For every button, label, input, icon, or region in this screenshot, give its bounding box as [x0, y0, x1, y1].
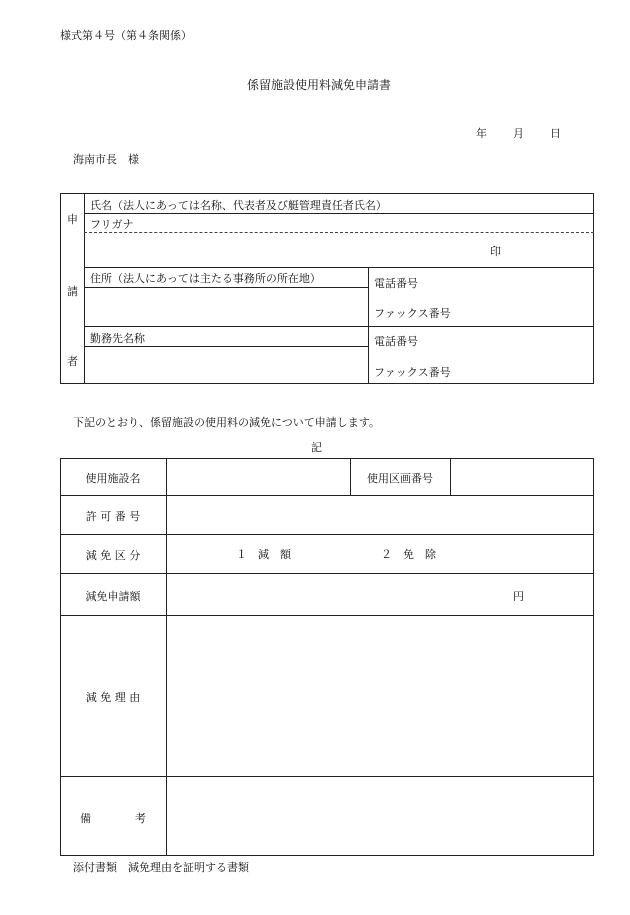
- reason-input[interactable]: [168, 617, 592, 774]
- name-label: 氏名（法人にあっては名称、代表者及び艇管理責任者氏名）: [90, 199, 387, 212]
- facility-input[interactable]: [168, 460, 348, 493]
- row-divider-1: [60, 495, 594, 496]
- furigana-dashed-line: [84, 232, 594, 233]
- fax-label-1: ファックス番号: [374, 307, 451, 320]
- facility-label: 使用施設名: [85, 472, 141, 485]
- address-label: 住所（法人にあっては主たる事務所の所在地）: [90, 272, 321, 285]
- addressee: 海南市長 様: [73, 153, 139, 166]
- date-month: 月: [513, 127, 524, 140]
- row-divider-5: [60, 776, 594, 777]
- row-divider-2: [60, 534, 594, 535]
- workplace-input-area[interactable]: [86, 348, 366, 382]
- reason-label: 減 免 理 由: [85, 691, 141, 704]
- option-reduction[interactable]: １ 減 額: [236, 548, 291, 561]
- intro-text: 下記のとおり、係留施設の使用料の減免について申請します。: [73, 416, 380, 429]
- remarks-label: 備 考: [80, 812, 146, 825]
- applicant-side-label-1: 申: [67, 213, 78, 226]
- phone-label-2: 電話番号: [374, 335, 418, 348]
- option-exemption[interactable]: ２ 免 除: [381, 548, 436, 561]
- form-title: 係留施設使用料減免申請書: [247, 78, 392, 92]
- applicant-side-divider: [84, 193, 85, 384]
- workplace-divider: [84, 346, 368, 347]
- section-label: 使用区画番号: [367, 472, 433, 485]
- row-divider-4: [60, 615, 594, 616]
- applicant-side-label-3: 者: [67, 355, 78, 368]
- seal-mark: 印: [490, 245, 501, 258]
- permit-input[interactable]: [168, 497, 592, 532]
- permit-label: 許 可 番 号: [85, 510, 141, 523]
- name-block-bottom: [84, 267, 594, 268]
- details-label-divider: [166, 458, 167, 856]
- row-divider-3: [60, 573, 594, 574]
- address-block-bottom: [84, 326, 594, 327]
- section-value-divider: [450, 458, 451, 495]
- amount-input[interactable]: [168, 575, 498, 613]
- date-year: 年: [476, 127, 487, 140]
- category-label: 減 免 区 分: [85, 549, 141, 562]
- name-input-area[interactable]: [86, 234, 476, 264]
- address-divider: [84, 287, 368, 288]
- furigana-label: フリガナ: [90, 218, 134, 231]
- applicant-side-label-2: 請: [67, 285, 78, 298]
- address-input-area[interactable]: [86, 289, 366, 325]
- name-divider: [84, 213, 594, 214]
- remarks-input[interactable]: [168, 778, 592, 854]
- attachment-note: 添付書類 減免理由を証明する書類: [73, 861, 249, 874]
- form-number: 様式第４号（第４条関係）: [60, 29, 192, 42]
- phone-label-1: 電話番号: [374, 277, 418, 290]
- section-input[interactable]: [452, 460, 592, 493]
- ki-label: 記: [311, 441, 322, 454]
- fax-label-2: ファックス番号: [374, 366, 451, 379]
- amount-label: 減免申請額: [85, 590, 141, 603]
- date-day: 日: [550, 127, 561, 140]
- amount-unit: 円: [513, 590, 524, 603]
- workplace-label: 勤務先名称: [90, 332, 145, 345]
